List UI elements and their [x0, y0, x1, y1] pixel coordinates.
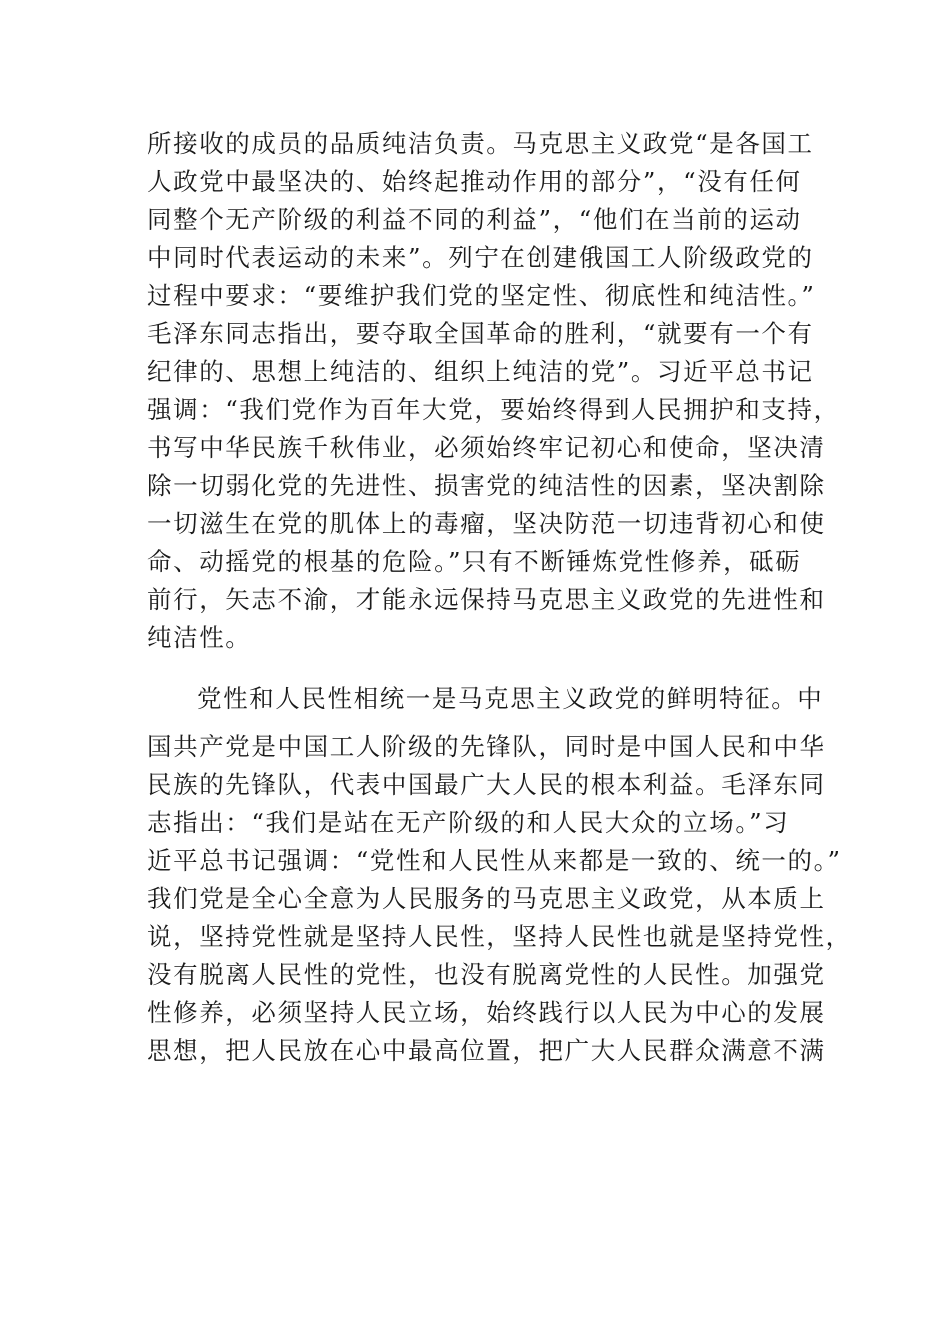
- paragraph-2-line: 思想，把人民放在心中最高位置，把广大人民群众满意不满: [147, 1036, 826, 1065]
- paragraph-2-line: 近平总书记强调：“党性和人民性从来都是一致的、统一的。”: [147, 846, 842, 875]
- paragraph-2-line: 志指出：“我们是站在无产阶级的和人民大众的立场。”习: [147, 808, 790, 837]
- paragraph-1: [147, 125, 840, 657]
- paragraph-1-line: 一切滋生在党的肌体上的毒瘤，坚决防范一切违背初心和使: [147, 509, 826, 538]
- paragraph-2-line: 没有脱离人民性的党性，也没有脱离党性的人民性。加强党: [147, 960, 826, 989]
- paragraph-1-line: 所接收的成员的品质纯洁负责。马克思主义政党“是各国工: [147, 129, 814, 158]
- paragraph-2-line: 我们党是全心全意为人民服务的马克思主义政党，从本质上: [147, 884, 826, 913]
- paragraph-2: [147, 680, 852, 1070]
- paragraph-1-line: 中同时代表运动的未来”。列宁在创建俄国工人阶级政党的: [147, 243, 814, 272]
- paragraph-2-line: 性修养，必须坚持人民立场，始终践行以人民为中心的发展: [147, 998, 826, 1027]
- paragraph-2-line: 说，坚持党性就是坚持人民性，坚持人民性也就是坚持党性，: [147, 922, 852, 951]
- paragraph-1-line: 书写中华民族千秋伟业，必须始终牢记初心和使命，坚决清: [147, 433, 826, 462]
- paragraph-2-line: 民族的先锋队，代表中国最广大人民的根本利益。毛泽东同: [147, 770, 826, 799]
- paragraph-1-line: 纯洁性。: [147, 623, 252, 652]
- paragraph-1-line: 毛泽东同志指出，要夺取全国革命的胜利，“就要有一个有: [147, 319, 814, 348]
- paragraph-1-line: 强调：“我们党作为百年大党，要始终得到人民拥护和支持，: [147, 395, 840, 424]
- paragraph-1-line: 纪律的、思想上纯洁的、组织上纯洁的党”。习近平总书记: [147, 357, 814, 386]
- paragraph-1-line: 同整个无产阶级的利益不同的利益”，“他们在当前的运动: [147, 205, 802, 234]
- paragraph-1-line: 命、动摇党的根基的危险。”只有不断锤炼党性修养，砥砺: [147, 547, 802, 576]
- paragraph-2-first-line: 党性和人民性相统一是马克思主义政党的鲜明特征。中: [197, 684, 824, 713]
- paragraph-1-line: 过程中要求：“要维护我们党的坚定性、彻底性和纯洁性。”: [147, 281, 816, 310]
- paragraph-1-line: 前行，矢志不渝，才能永远保持马克思主义政党的先进性和: [147, 585, 826, 614]
- paragraph-2-line: 国共产党是中国工人阶级的先锋队，同时是中国人民和中华: [147, 732, 826, 761]
- paragraph-1-line: 除一切弱化党的先进性、损害党的纯洁性的因素，坚决割除: [147, 471, 826, 500]
- paragraph-1-line: 人政党中最坚决的、始终起推动作用的部分”，“没有任何: [147, 167, 802, 196]
